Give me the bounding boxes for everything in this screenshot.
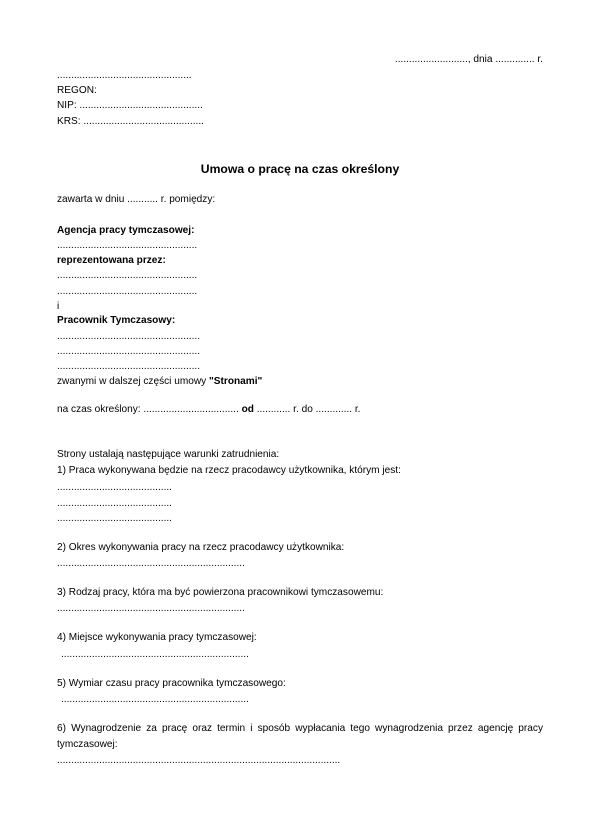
worker-line: ................................................... [57,331,201,342]
condition-fill-line: ................................................................... [57,558,245,569]
representative-line: .................................................. [57,270,198,281]
krs-line: KRS: ........................................... [57,116,204,127]
agency-label: Agencja pracy tymczasowej: [57,225,195,236]
condition-fill-line: ......................................... [57,498,172,509]
parties-clause-emphasis: "Stronami" [209,376,263,387]
condition-heading: 2) Okres wykonywania pracy na rzecz pracodawcy użytkownika: [57,542,345,553]
worker-label: Pracownik Tymczasowy: [57,315,176,326]
worker-line: ................................................... [57,361,201,372]
representative-line: .................................................. [57,286,198,297]
document-title: Umowa o pracę na czas określony [200,162,400,176]
condition-fill-line: ................................................................... [61,649,249,660]
place-date-line: .........................., dnia .............. r. [394,54,543,65]
condition-fill-line: ......................................... [57,482,172,493]
condition-heading: 1) Praca wykonywana będzie na rzecz pracodawcy użytkownika, którym jest: [57,465,401,476]
condition-fill-line: ................................................................... [57,603,245,614]
nip-line: NIP: ............................................ [57,100,203,111]
condition-heading: 3) Rodzaj pracy, która ma być powierzona pracownikowi tymczasowemu: [57,587,384,598]
term-clause-rest: ............ r. do ............. r. [253,404,361,415]
contract-intro: zawarta w dniu ........... r. pomiędzy: [57,194,216,205]
parties-clause [57,375,262,389]
condition-fill-line: ................................................................... [61,694,249,705]
conditions-intro: Strony ustalają następujące warunki zatrudnienia: [57,449,280,460]
worker-line: ................................................... [57,346,201,357]
condition-heading: 5) Wymiar czasu pracy pracownika tymczasowego: [57,678,286,689]
regon-label: REGON: [57,85,97,96]
condition-heading: 6) Wynagrodzenie za pracę oraz termin i sposób wypłacania tego wynagrodzenia przez agencję pracy [57,723,543,734]
term-clause-from: od [241,404,254,415]
term-clause [57,403,360,417]
condition-heading-continuation: tymczasowej: [57,739,118,750]
representative-label: reprezentowana przez: [57,255,166,266]
term-clause-text: na czas określony: .................................. [57,404,242,415]
conjunction: i [57,301,60,312]
employer-name-line: ................................................ [57,70,192,81]
agency-name-line: .................................................. [57,240,198,251]
condition-heading: 4) Miejsce wykonywania pracy tymczasowej: [57,632,257,643]
condition-fill-line: ......................................... [57,513,172,524]
parties-clause-text: zwanymi w dalszej części umowy [57,376,210,387]
condition-fill-line: ..................................................................................................... [57,755,341,766]
